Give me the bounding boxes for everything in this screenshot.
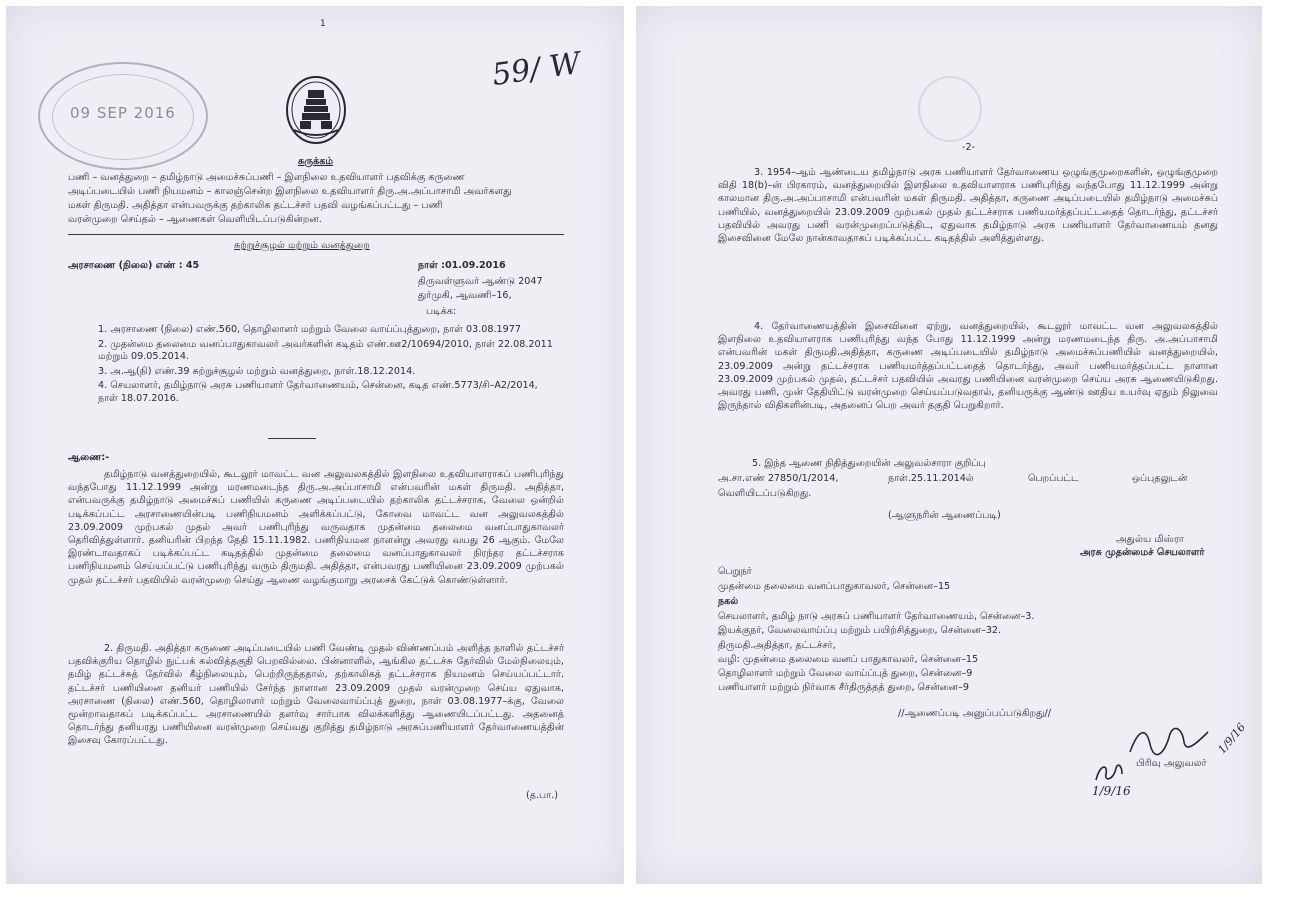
signatory-name: அதுல்ய மிஸ்ரா	[1116, 534, 1184, 545]
recipient-item: திருமதி.அதித்தா, தட்டச்சர்,	[718, 640, 836, 651]
go-number: அரசாணை (நிலை) எண் : 45	[68, 260, 200, 271]
paragraph-5-approval: ஒப்புதலுடன்	[1132, 473, 1188, 484]
read-label: படிக்க:	[426, 306, 457, 317]
order-heading: ஆணை:-	[68, 452, 110, 463]
to-label: பெறுநர்	[718, 566, 752, 577]
signatory-title: அரசு முதன்மைச் செயலாளர்	[1080, 547, 1205, 558]
divider	[68, 234, 564, 235]
recipient-item: தொழிலாளர் மற்றும் வேலை வாய்ப்புத் துறை, சென்னை–9	[718, 668, 973, 679]
paragraph-5-ref: அ.சா.எண் 27850/1/2014,	[718, 473, 839, 484]
order-paragraph-1: தமிழ்நாடு வனத்துறையில், கூடலூர் மாவட்ட வன அலுவலகத்தில் இளநிலை உதவியாளராகப் பணிபுரிந்து வந்தபோது 11.12.1999 அன்று மரணமடைந்த திரு.அ.அப்பாசாமி என்பவரின் மகள் திருமதி. அதித்தா, என்பவருக்கு தமிழ்நாடு அமைச்சுப் பணியில் கருணை அடிப்படையில் தற்காலிக தட்டச்சராக, வேலை ஒன்றில் படிக்கப்பட்ட அரசாணையின்படி பணிநியமனம் அளிக்கப்பட்டு, கோவை மாவட்ட வன அலுவலகத்தில் 23.09.2009 முற்பகல் முதல் அவர் பணிபுரிந்து வருவதாக முதன்மை தலைமை வனப்பாதுகாவலர் தெரிவித்துள்ளார். தனியரின் பிறந்த தேதி 15.11.1982. பணிநியமன நாளன்று அவரது வயது 26 ஆகும். மேலே இரண்டாவதாகப் படிக்கப்பட்ட கடிதத்தில் முதன்மை தலைமை வனப்பாதுகாவலர் நிரந்தர தட்டச்சராக பணிநியமனம் செய்யப்பட்டு பணிபுரிந்து வரும் திருமதி. அதித்தா, என்பவரது பணியினை 23.09.2009 முற்பகல் முதல் தட்டச்சர் பதவியில் வரன்முறை செய்து ஆணை வழங்குமாறு அரசைக் கேட்டுக் கொண்டுள்ளார்.	[68, 469, 564, 586]
received-stamp	[38, 62, 208, 170]
copy-label: நகல்	[718, 596, 739, 607]
reference-item: 4. செயலாளர், தமிழ்நாடு அரசு பணியாளர் தேர்வாணையம், சென்னை, கடித எண்.5773/சி–A2/2014, நாள் 18.07.2016.	[98, 380, 538, 404]
subject-line-1: பணி – வனத்துறை – தமிழ்நாடு அமைச்சுப்பணி – இளநிலை உதவியாளர் பதவிக்கு கருணை	[68, 172, 465, 183]
paragraph-5-date: நாள்.25.11.2014ல்	[888, 473, 974, 484]
stamp-date: 09 SEP 2016	[70, 104, 176, 122]
initials-date: 1/9/16	[1092, 784, 1131, 798]
subject-line-2: அடிப்படையில் பணி நியமனம் – காலஞ்சென்ற இளநிலை உதவியாளர் திரு.அ.அப்பாசாமி அவர்களது	[68, 186, 512, 197]
emblem-show-through	[918, 76, 982, 142]
subject-line-3: மகள் திருமதி. அதித்தா என்பவருக்கு தற்காலிக தட்டச்சர் பதவி வழங்கப்பட்டது – பணி	[68, 200, 443, 211]
recipient-item: செயலாளர், தமிழ் நாடு அரசுப் பணியாளர் தேர்வாணையம், சென்னை–3.	[718, 611, 1035, 622]
reference-item: 1. அரசாணை (நிலை) எண்.560, தொழிலாளர் மற்றும் வேலை வாய்ப்புத்துறை, நாள் 03.08.1977	[98, 324, 521, 335]
emblem-icon	[284, 74, 348, 146]
tamil-date: துர்முகி, ஆவணி–16,	[418, 290, 512, 301]
signature-date: 1/9/16	[1215, 720, 1249, 757]
page-number: -2-	[962, 142, 976, 153]
reference-item: 2. முதன்மை தலைமை வனப்பாதுகாவலர் அவர்களின் கடிதம் எண்.ஊ2/10694/2010, நாள் 22.08.2011 மற்றும் 09.05.2014.	[98, 338, 553, 363]
forwarded-note: //ஆணைப்படி அனுப்பப்படுகிறது//	[898, 708, 1051, 719]
signature-icon	[1124, 722, 1214, 762]
section-officer-caption: பிரிவு அலுவலர்	[1136, 758, 1207, 769]
tamil-year: திருவள்ளுவர் ஆண்டு 2047	[418, 276, 543, 287]
recipient-item: பணியாளர் மற்றும் நிர்வாக சீர்திருத்தத் துறை, சென்னை–9	[718, 682, 970, 693]
order-paragraph-4: 4. தேர்வாணையத்தின் இசைவினை ஏற்று, வனத்துறையில், கூடலூர் மாவட்ட வன அலுவலகத்தில் இளநிலை உதவியாளராக பணிபுரிந்து வந்த போது 11.12.1999 அன்று மரணமடைந்த திரு. அ.அப்பாசாமி என்பவரின் மகள் திருமதி.அதித்தா, கருணை அடிப்படையில் தமிழ்நாடு அமைச்சுப்பணியில் வனத்துறையில், 23.09.2009 அன்று தட்டச்சராக பணியமர்த்தப்பட்டதைத் தொடர்ந்து, அவர் பணியமர்த்தப்பட்ட நாளான 23.09.2009 முற்பகல் முதல், தட்டச்சர் பதவியில் அவரது பணியினை வரன்முறை செய்ய அரசு ஆணையிடுகிறது. அவரது பணி, முன் தேதியிட்டு வரன்முறை செய்யப்படுவதால், தனியருக்கு ஆண்டு ஊதிய உயர்வு ஏதும் நிலுவை இருந்தால் விதிகளின்படி, அதனைப் பெற அவர் தகுதி பெறுகிறார்.	[718, 321, 1218, 412]
document-page-2	[636, 6, 1262, 884]
governor-order: (ஆளுநரின் ஆணைப்படி)	[888, 510, 1001, 521]
page-number: 1	[320, 19, 326, 29]
handwritten-note: 59/ W	[489, 46, 583, 93]
pto-note: (த.பா.)	[526, 790, 558, 801]
order-paragraph-2: 2. திருமதி. அதித்தா கருணை அடிப்படையில் பணி வேண்டி முதல் விண்ணப்பம் அளித்த நாளில் தட்டச்சர் பதவிக்குரிய தொழில் நுட்பக் கல்வித்தகுதி பெறவில்லை. பின்னாளில், ஆங்கில தட்டச்சு தேர்வில் மேல்நிலையும், தமிழ் தட்டச்சுத் தேர்வில் கீழ்நிலையும், பெற்றிருந்ததால், தற்காலிகத் தட்டச்சராக நியமனம் செய்யப்பட்டார். தட்டச்சர் பணியினை தனியர் பணியில் சேர்ந்த நாளான 23.09.2009 முதல் வரன்முறை செய்ய ஏதுவாக, அரசாணை (நிலை) எண்.560, தொழிலாளர் மற்றும் வேலைவாய்ப்புத் துறை, நாள் 03.08.1977–க்கு, வேலை மூன்றாவதாகப் படிக்கப்பட்ட அரசாணையில் தளர்வு சார்பாக விலக்களித்து ஆணையிடப்பட்டது. அதனைத் தொடர்ந்து தனியரது பணியினை வரன்முறை செய்வது குறித்து தமிழ்நாடு அரசுப்பணியாளர் தேர்வாணையத்தின் இசைவு கோரப்பட்டது.	[68, 643, 564, 747]
order-paragraph-3: 3. 1954–ஆம் ஆண்டைய தமிழ்நாடு அரசு பணியாளர் தேர்வாணைய ஒழுங்குமுறைகளின், ஒழுங்குமுறை விதி 18(b)–ன் பிரகாரம், வனத்துறையில் இளநிலை உதவியாளராக பணிபுரிந்து வந்தபோது 11.12.1999 அன்று காலமான திரு.அ.அப்பாசாமி என்பவரின் மகள் திருமதி. அதித்தா, கருணை அடிப்படையில் தமிழ்நாடு அமைச்சுப் பணியில், வனத்துறையில் 23.09.2009 முற்பகல் முதல் தட்டச்சராக பணியமர்த்தப்பட்டதைத் தொடர்ந்து, தட்டச்சர் பதவியில் அவரது பணி வரன்முறைப்படுத்திட, ஏதுவாக தமிழ்நாடு அரசு பணியாளர் தேர்வாணையம் தனது இசைவினை மேலே நான்காவதாகப் படிக்கப்பட்ட கடிதத்தில் அளித்துள்ளது.	[718, 167, 1218, 245]
paragraph-5-line-3: வெளியிடப்படுகிறது.	[718, 488, 812, 499]
reference-item: 3. அ.ஆ(நி) எண்.39 சுற்றுச்சூழல் மற்றும் வனத்துறை, நாள்.18.12.2014.	[98, 365, 416, 377]
recipient-item: வழி: முதன்மை தலைமை வனப் பாதுகாவலர், சென்னை–15	[718, 654, 979, 665]
initials-icon	[1092, 760, 1126, 786]
recipient-item: முதன்மை தலைமை வனப்பாதுகாவலர், சென்னை–15	[718, 581, 951, 592]
reference-list	[98, 324, 558, 408]
divider	[268, 438, 316, 439]
go-date: நாள் :01.09.2016	[418, 260, 506, 271]
subject-heading: சுருக்கம்	[298, 156, 334, 167]
document-page-1	[6, 6, 624, 884]
department-heading: சுற்றுச்சூழல் மற்றும் வனத்துறை	[234, 240, 370, 251]
paragraph-5-received: பெறப்பட்ட	[1028, 473, 1079, 484]
recipient-item: இயக்குநர், வேலைவாய்ப்பு மற்றும் பயிற்சித்துறை, சென்னை–32.	[718, 625, 1002, 636]
paragraph-5-line-1: 5. இந்த ஆணை நிதித்துறையின் அலுவல்சாரா குறிப்பு	[752, 458, 986, 469]
subject-line-4: வரன்முறை செய்தல் – ஆணைகள் வெளியிடப்படுகின்றன.	[68, 214, 322, 225]
